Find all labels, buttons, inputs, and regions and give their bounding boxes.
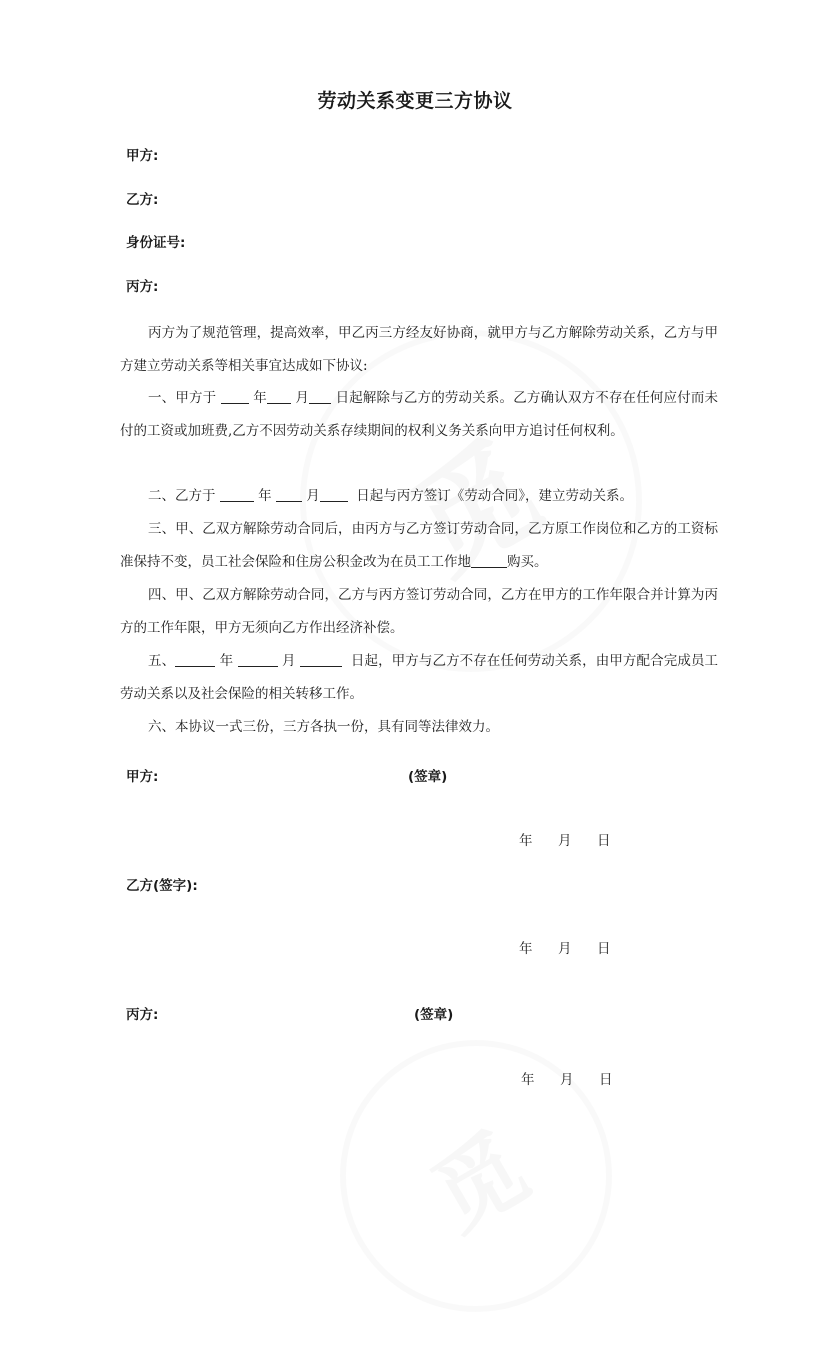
party-c-stamp-area[interactable]: (签章) xyxy=(414,1007,454,1023)
clause-1-text-c: 月 xyxy=(295,390,310,406)
intro-line-2: 乙方与甲方建立劳动关系等相关事宜达成如下协议: xyxy=(120,325,719,374)
clause-1-text-b: 年 xyxy=(253,390,267,406)
clause-3-text-b: 购买。 xyxy=(507,554,548,570)
clause-2 xyxy=(120,480,718,513)
day-blank[interactable] xyxy=(300,652,342,667)
date-month: 月 xyxy=(558,833,572,849)
date-year: 年 xyxy=(519,941,533,957)
clause-5-text-c: 月 xyxy=(282,653,296,669)
clause-4: 四、甲、乙双方解除劳动合同，乙方与丙方签订劳动合同，乙方在甲方的工作年限合并计算为丙方的工作年限，甲方无须向乙方作出经济补偿。 xyxy=(120,587,718,636)
clause-3-text-a: 三、甲、乙双方解除劳动合同后，由丙方与乙方签订劳动合同，乙方原工作岗位和乙方的工资标准保持不变，员工社会保险和住房公积金改为在员工工作地 xyxy=(120,521,718,570)
page-title: 劳动关系变更三方协议 xyxy=(317,90,513,112)
year-blank[interactable] xyxy=(175,652,215,667)
clause-2-text-d: 日起与丙方签订《劳动合同》，建立劳动关系。 xyxy=(356,488,634,504)
date-year: 年 xyxy=(521,1072,535,1088)
clause-2-text-c: 月 xyxy=(306,488,320,504)
clause-1-text-d: 日起解除与乙方的劳动关系。乙方确认双方不存在任何应付而未付的工资或加班费,乙方不因劳动关系存续期间的权利义务关系向甲方追讨任何权利。 xyxy=(120,390,719,439)
date-month: 月 xyxy=(560,1072,574,1088)
watermark-logo-bottom xyxy=(290,990,662,1362)
date-day: 日 xyxy=(599,1072,613,1088)
clause-6: 六、本协议一式三份，三方各执一份，具有同等法律效力。 xyxy=(148,719,499,735)
clause-5-text-a: 五、 xyxy=(148,653,176,669)
clause-1 xyxy=(120,382,718,448)
month-blank[interactable] xyxy=(276,487,302,502)
party-c-label: 丙方: xyxy=(126,279,159,295)
clause-2-text-b: 年 xyxy=(258,488,272,504)
month-blank[interactable] xyxy=(267,389,291,404)
clause-5 xyxy=(120,645,718,711)
intro-line-1: 丙方为了规范管理，提高效率，甲乙丙三方经友好协商，就甲方与乙方解除劳动关系， xyxy=(148,325,664,341)
date-year: 年 xyxy=(519,833,533,849)
clause-5-text-b: 年 xyxy=(219,653,234,669)
year-blank[interactable] xyxy=(221,389,249,404)
month-blank[interactable] xyxy=(238,652,278,667)
location-blank[interactable] xyxy=(471,553,507,568)
day-blank[interactable] xyxy=(309,389,331,404)
date-day: 日 xyxy=(597,941,611,957)
year-blank[interactable] xyxy=(220,487,254,502)
clause-5-text-d: 日起，甲方与乙方不存在任何劳动关系，由甲方配合完成员工劳动关系以及社会保险的相关转移工作。 xyxy=(120,653,719,702)
party-a-label: 甲方: xyxy=(126,148,159,164)
date-day: 日 xyxy=(597,833,611,849)
clause-2-text-a: 二、乙方于 xyxy=(148,488,216,504)
signature-party-a-label: 甲方: xyxy=(126,769,159,785)
party-b-label: 乙方: xyxy=(126,192,159,208)
clause-3 xyxy=(120,513,718,579)
signature-party-b-label: 乙方(签字): xyxy=(126,878,198,894)
party-b-date[interactable] xyxy=(519,937,636,957)
day-blank[interactable] xyxy=(320,487,348,502)
party-a-stamp-area[interactable]: (签章) xyxy=(408,769,448,785)
date-month: 月 xyxy=(558,941,572,957)
party-a-date[interactable] xyxy=(519,829,636,849)
party-c-date[interactable] xyxy=(521,1068,638,1088)
id-number-label: 身份证号: xyxy=(126,235,186,251)
signature-party-c-label: 丙方: xyxy=(126,1007,159,1023)
clause-1-text-a: 一、甲方于 xyxy=(148,390,217,406)
intro-paragraph xyxy=(120,317,718,383)
